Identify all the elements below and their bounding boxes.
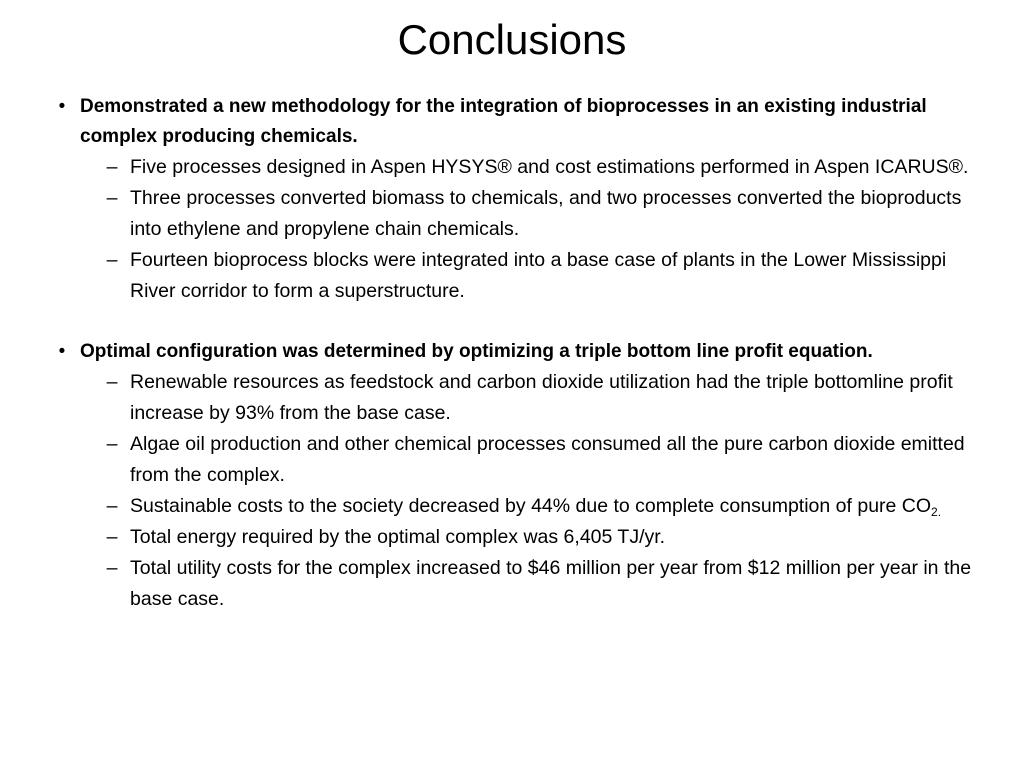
spacer <box>52 307 982 337</box>
sub-item-text: Fourteen bioprocess blocks were integrated into a base case of plants in the Lower Mississippi River corridor to form a superstructure. <box>130 249 947 302</box>
bullet-dot: • <box>58 96 66 117</box>
dash-marker: – <box>106 371 118 393</box>
sub-item <box>52 429 982 491</box>
sub-item-text: Five processes designed in Aspen HYSYS® and cost estimations performed in Aspen ICARUS®. <box>130 156 969 178</box>
sub-item <box>52 152 982 183</box>
sub-item <box>52 553 982 615</box>
bullet-methodology <box>52 92 982 152</box>
bullet-text: Optimal configuration was determined by optimizing a triple bottom line profit equation. <box>80 341 873 362</box>
dash-marker: – <box>106 187 118 209</box>
slide-content <box>52 92 982 615</box>
dash-marker: – <box>106 495 118 517</box>
sub-item-text: Total energy required by the optimal complex was 6,405 TJ/yr. <box>130 526 666 548</box>
dash-marker: – <box>106 249 118 271</box>
dash-marker: – <box>106 526 118 548</box>
sub-item <box>52 183 982 245</box>
bullet-dot: • <box>58 341 66 362</box>
sub-item <box>52 367 982 429</box>
sub-item-main-text: Sustainable costs to the society decreased by 44% due to complete consumption of pure CO <box>130 495 932 517</box>
bullet-optimal-configuration <box>52 337 982 367</box>
bullet-text: Demonstrated a new methodology for the integration of bioprocesses in an existing industrial complex producing chemicals. <box>80 96 927 147</box>
sub-item-text: Three processes converted biomass to chemicals, and two processes converted the bioproducts into ethylene and propylene chain chemicals. <box>130 187 962 240</box>
dash-marker: – <box>106 156 118 178</box>
sub-item <box>52 522 982 553</box>
sub-list-methodology <box>52 152 982 307</box>
dash-marker: – <box>106 557 118 579</box>
sub-item <box>52 245 982 307</box>
sub-item-text: Algae oil production and other chemical processes consumed all the pure carbon dioxide emitted from the complex. <box>130 433 965 486</box>
sub-list-optimal-configuration <box>52 367 982 615</box>
sub-item-text <box>130 495 941 517</box>
sub-item-text: Renewable resources as feedstock and carbon dioxide utilization had the triple bottomline profit increase by 93% from the base case. <box>130 371 953 424</box>
sub-item-text: Total utility costs for the complex increased to $46 million per year from $12 million per year in the base case. <box>130 557 972 610</box>
dash-marker: – <box>106 433 118 455</box>
slide-title: Conclusions <box>397 16 627 63</box>
sub-item <box>52 491 982 522</box>
co2-subscript: 2. <box>931 505 942 519</box>
